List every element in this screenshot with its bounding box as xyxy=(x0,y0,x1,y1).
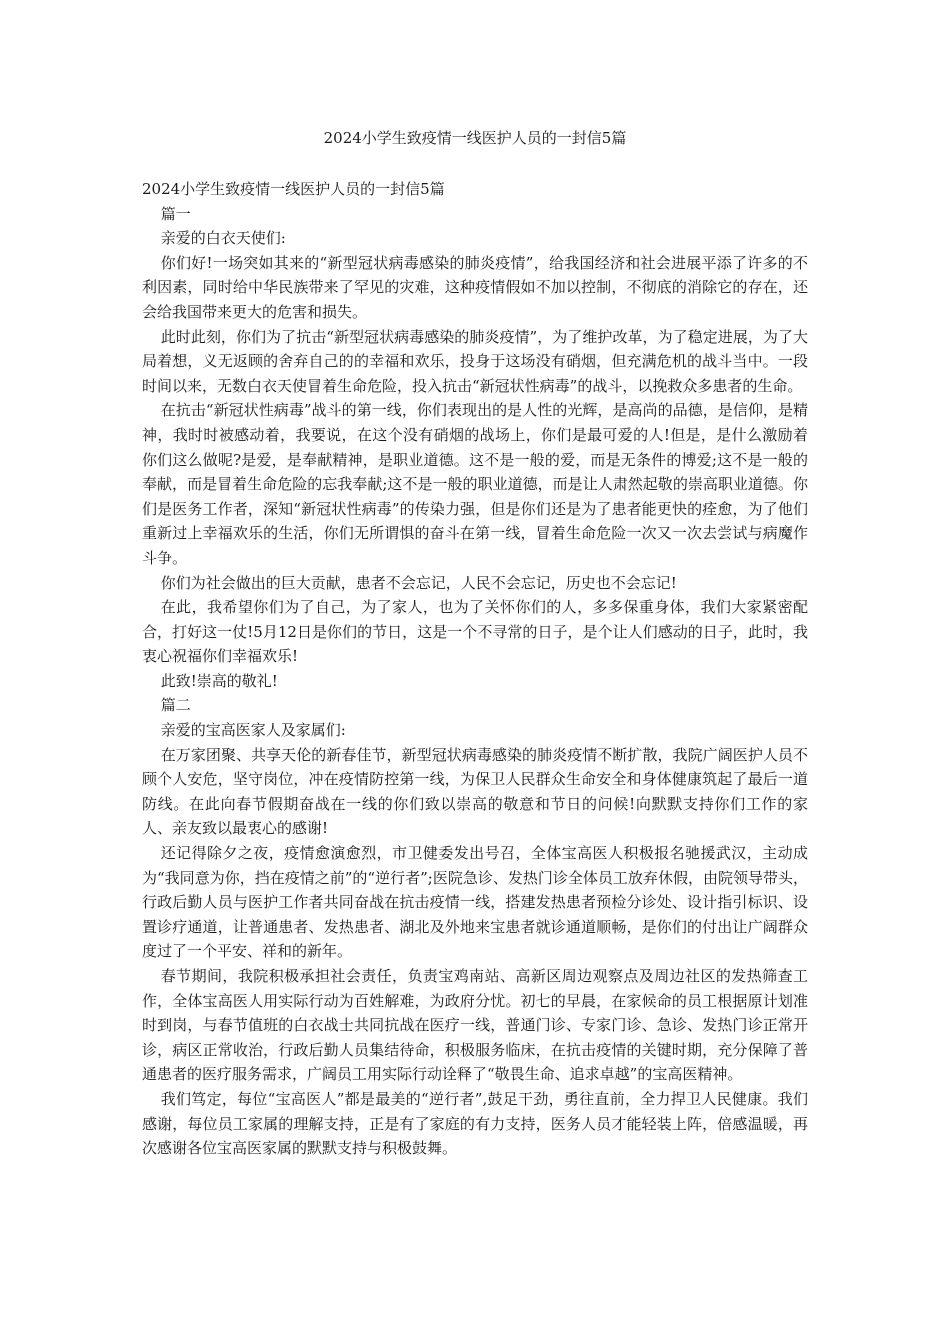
page-title: 2024小学生致疫情一线医护人员的一封信5篇 xyxy=(323,129,627,147)
section-label: 篇二 xyxy=(160,696,191,715)
paragraph: 还记得除夕之夜，疫情愈演愈烈，市卫健委发出号召，全体宝高医人积极报名驰援武汉，主动成为“我同意为你，挡在疫情之前”的“逆行者”;医院急诊、发热门诊全体员工放弃休假，由院领导带头，行政后勤人员与医护工作者共同奋战在抗击疫情一线，搭建发热患者预检分诊处、设计指引标识、设置诊疗通道，让普通患者、发热患者、湖北及外地来宝患者就诊通道顺畅，是你们的付出让广阔群众度过了一个平安、祥和的新年。 xyxy=(142,844,808,961)
salutation: 亲爱的白衣天使们: xyxy=(160,229,286,248)
paragraph: 在此，我希望你们为了自己，为了家人，也为了关怀你们的人，多多保重身体，我们大家紧密配合，打好这一仗!5月12日是你们的节日，这是一个不寻常的日子，是个让人们感动的日子，此时，我衷心祝福你们幸福欢乐! xyxy=(142,598,808,666)
paragraph: 在抗击“新冠状性病毒”战斗的第一线，你们表现出的是人性的光辉，是高尚的品德，是信仰，是精神，我时时被感动着，我要说，在这个没有硝烟的战场上，你们是最可爱的人!但是，是什么激励着你们这么做呢?是爱，是奉献精神，是职业道德。这不是一般的爱，而是无条件的博爱;这不是一般的奉献，而是冒着生命危险的忘我奉献;这不是一般的职业道德，而是让人肃然起敬的崇高职业道德。你们是医务工作者，深知“新冠状性病毒”的传染力强，但是你们还是为了患者能更快的痊愈，为了他们重新过上幸福欢乐的生活，你们无所谓惧的奋斗在第一线，冒着生命危险一次又一次去尝试与病魔作斗争。 xyxy=(142,401,808,567)
paragraph: 此时此刻，你们为了抗击“新型冠状病毒感染的肺炎疫情”，为了维护改革，为了稳定进展，为了大局着想，义无返顾的舍弃自己的的幸福和欢乐，投身于这场没有硝烟，但充满危机的战斗当中。一段时间以来，无数白衣天使冒着生命危险，投入抗击“新冠状性病毒”的战斗，以挽救众多患者的生命。 xyxy=(142,327,808,395)
closing: 此致!崇高的敬礼! xyxy=(160,671,278,690)
paragraph: 春节期间，我院积极承担社会责任，负责宝鸡南站、高新区周边观察点及周边社区的发热筛查工作，全体宝高医人用实际行动为百姓解难，为政府分忧。初七的早晨，在家候命的员工根据原计划准时到岗，与春节值班的白衣战士共同抗战在医疗一线，普通门诊、专家门诊、急诊、发热门诊正常开诊，病区正常收治，行政后勤人员集结待命，积极服务临床，在抗击疫情的关键时期，充分保障了普通患者的医疗服务需求，广阔员工用实际行动诠释了“敬畏生命、追求卓越”的宝高医精神。 xyxy=(142,967,808,1084)
section-label: 篇一 xyxy=(160,204,191,223)
paragraph: 你们好!一场突如其来的“新型冠状病毒感染的肺炎疫情”，给我国经济和社会进展平添了许多的不利因素，同时给中华民族带来了罕见的灾难，这种疫情假如不加以控制，不彻底的消除它的存在，还会给我国带来更大的危害和损失。 xyxy=(142,253,808,321)
paragraph: 我们笃定，每位“宝高医人”都是最美的“逆行者”,鼓足干劲，勇往直前，全力捍卫人民健康。我们感谢，每位员工家属的理解支持，正是有了家庭的有力支持，医务人员才能轻装上阵，倍感温暖，再次感谢各位宝高医家属的默默支持与积极鼓舞。 xyxy=(142,1089,808,1158)
paragraph: 你们为社会做出的巨大贡献，患者不会忘记，人民不会忘记，历史也不会忘记! xyxy=(160,573,677,592)
document-body xyxy=(142,177,808,1161)
salutation: 亲爱的宝高医家人及家属们: xyxy=(160,721,346,740)
document-heading: 2024小学生致疫情一线医护人员的一封信5篇 xyxy=(142,180,445,198)
paragraph: 在万家团聚、共享天伦的新春佳节，新型冠状病毒感染的肺炎疫情不断扩散，我院广阔医护人员不顾个人安危，坚守岗位，冲在疫情防控第一线，为保卫人民群众生命安全和身体健康筑起了最后一道防线。在此向春节假期奋战在一线的你们致以崇高的敬意和节日的问候!向默默支持你们工作的家人、亲友致以最衷心的感谢! xyxy=(142,745,808,838)
